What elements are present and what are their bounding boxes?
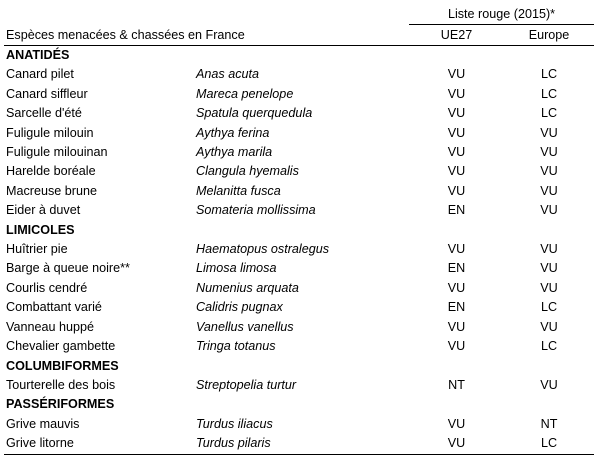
common-name-cell: Fuligule milouinan: [6, 145, 108, 160]
table-row: [4, 65, 594, 84]
common-name-cell: Grive mauvis: [6, 416, 80, 431]
latin-name-cell: Limosa limosa: [196, 261, 277, 276]
latin-name-cell: Calidris pugnax: [196, 300, 283, 315]
table-row: [4, 240, 594, 259]
table-row: [4, 124, 594, 143]
table-row: [4, 337, 594, 356]
table-row: [4, 318, 594, 337]
header-row-top: [4, 4, 594, 25]
group-row-limicoles: [4, 221, 594, 240]
ue27-status-cell: VU: [447, 106, 466, 121]
europe-status-cell: LC: [540, 339, 558, 354]
table-row: [4, 182, 594, 201]
europe-status-cell: LC: [540, 106, 558, 121]
common-name-cell: Sarcelle d'été: [6, 106, 82, 121]
europe-status-cell: LC: [540, 300, 558, 315]
latin-name-cell: Vanellus vanellus: [196, 319, 294, 334]
ue27-status-cell: VU: [447, 67, 466, 82]
common-name-cell: Eider à duvet: [6, 203, 81, 218]
table-row: [4, 162, 594, 181]
table-row: [4, 259, 594, 278]
europe-status-cell: VU: [540, 261, 558, 276]
europe-status-cell: VU: [540, 242, 558, 257]
europe-status-cell: VU: [540, 125, 558, 140]
common-name-cell: Harelde boréale: [6, 164, 96, 179]
latin-name-cell: Streptopelia turtur: [196, 377, 297, 392]
table-row: [4, 298, 594, 317]
latin-name-cell: Haematopus ostralegus: [196, 242, 330, 257]
table-row: [4, 279, 594, 298]
europe-status-cell: LC: [540, 67, 558, 82]
common-name-cell: Chevalier gambette: [6, 339, 116, 354]
latin-name-cell: Somateria mollissima: [196, 203, 316, 218]
ue27-status-cell: VU: [447, 145, 466, 160]
header-row-columns: [4, 25, 594, 46]
europe-status-cell: NT: [540, 416, 558, 431]
ue27-status-cell: VU: [447, 86, 466, 101]
red-list-header: Liste rouge (2015)*: [409, 4, 594, 25]
ue27-status-cell: EN: [447, 300, 466, 315]
group-label: PASSÉRIFORMES: [6, 397, 115, 412]
ue27-status-cell: EN: [447, 203, 466, 218]
table-body: [4, 46, 594, 455]
europe-column-header: Europe: [504, 25, 594, 46]
europe-status-cell: VU: [540, 164, 558, 179]
latin-name-cell: Clangula hyemalis: [196, 164, 299, 179]
common-name-cell: Huîtrier pie: [6, 242, 68, 257]
common-name-cell: Combattant varié: [6, 300, 102, 315]
ue27-status-cell: VU: [447, 183, 466, 198]
europe-status-cell: VU: [540, 280, 558, 295]
ue27-status-cell: VU: [447, 164, 466, 179]
latin-name-cell: Turdus pilaris: [194, 434, 409, 454]
ue27-status-cell: VU: [447, 319, 466, 334]
latin-name-cell: Aythya ferina: [196, 125, 270, 140]
europe-status-cell: VU: [540, 203, 558, 218]
common-name-cell: Canard siffleur: [6, 86, 88, 101]
table-row: [4, 85, 594, 104]
group-label: ANATIDÉS: [6, 48, 70, 62]
ue27-status-cell: VU: [409, 434, 504, 454]
species-column-header: Espèces menacées & chassées en France: [4, 25, 409, 46]
table-row: [4, 201, 594, 220]
latin-name-cell: Spatula querquedula: [196, 106, 313, 121]
latin-name-cell: Tringa totanus: [196, 339, 276, 354]
common-name-cell: Vanneau huppé: [6, 319, 95, 334]
group-row-passeriformes: [4, 395, 594, 414]
latin-name-cell: Numenius arquata: [196, 280, 299, 295]
common-name-cell: Fuligule milouin: [6, 125, 94, 140]
group-label: COLUMBIFORMES: [6, 358, 119, 373]
group-label: LIMICOLES: [6, 222, 75, 237]
latin-name-cell: Melanitta fusca: [196, 183, 281, 198]
red-list-table: [4, 4, 594, 455]
ue27-status-cell: VU: [447, 339, 466, 354]
ue27-column-header: UE27: [409, 25, 504, 46]
europe-status-cell: LC: [540, 86, 558, 101]
common-name-cell: Courlis cendré: [6, 280, 88, 295]
ue27-status-cell: VU: [447, 280, 466, 295]
ue27-status-cell: NT: [448, 377, 465, 392]
europe-status-cell: VU: [540, 183, 558, 198]
ue27-status-cell: VU: [447, 125, 466, 140]
europe-status-cell: LC: [504, 434, 594, 454]
europe-status-cell: VU: [540, 319, 558, 334]
latin-name-cell: Aythya marila: [196, 145, 273, 160]
group-row-columbiformes: [4, 357, 594, 376]
common-name-cell: Barge à queue noire**: [6, 261, 130, 276]
ue27-status-cell: EN: [447, 261, 466, 276]
ue27-status-cell: VU: [447, 416, 466, 431]
latin-name-cell: Mareca penelope: [196, 86, 294, 101]
table-row: [4, 143, 594, 162]
europe-status-cell: VU: [540, 145, 558, 160]
europe-status-cell: VU: [540, 377, 558, 392]
table-row: [4, 415, 594, 434]
table-row: [4, 376, 594, 395]
ue27-status-cell: VU: [447, 242, 466, 257]
common-name-cell: Grive litorne: [4, 434, 194, 454]
common-name-cell: Canard pilet: [6, 67, 74, 82]
common-name-cell: Macreuse brune: [6, 183, 98, 198]
latin-name-cell: Anas acuta: [196, 67, 260, 82]
table-row: [4, 434, 594, 454]
group-row-anatides: [4, 46, 594, 66]
latin-name-cell: Turdus iliacus: [196, 416, 273, 431]
table-row: [4, 104, 594, 123]
common-name-cell: Tourterelle des bois: [6, 377, 116, 392]
